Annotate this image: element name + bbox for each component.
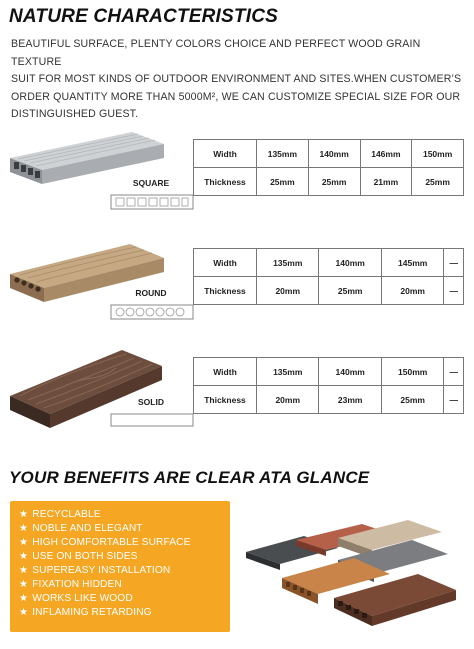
benefit-label: SUPEREASY INSTALLATION bbox=[32, 565, 171, 576]
intro-line: ORDER QUANTITY MORE THAN 5000M², WE CAN CUSTOMIZE SPECIAL SIZE FOR OUR bbox=[11, 90, 461, 103]
intro-line: SUIT FOR MOST KINDS OF OUTDOOR ENVIRONMENT AND SITES.WHEN CUSTOMER’S bbox=[11, 73, 462, 86]
benefit-label: RECYCLABLE bbox=[32, 509, 101, 520]
thickness-label: Thickness bbox=[194, 277, 257, 305]
table-row bbox=[194, 358, 464, 386]
table-cell: — bbox=[444, 386, 464, 414]
table-cell: 150mm bbox=[412, 140, 464, 168]
table-cell: 25mm bbox=[319, 277, 381, 305]
table-cell: 20mm bbox=[257, 277, 319, 305]
star-icon: ★ bbox=[19, 565, 29, 576]
table-cell: 140mm bbox=[319, 358, 381, 386]
width-label: Width bbox=[194, 249, 257, 277]
table-cell: 25mm bbox=[257, 168, 309, 196]
round-profile-icon bbox=[110, 304, 194, 320]
spec-table-round bbox=[193, 248, 464, 305]
benefit-label: WORKS LIKE WOOD bbox=[32, 593, 133, 604]
table-cell: — bbox=[444, 358, 464, 386]
solid-profile-icon bbox=[110, 413, 194, 427]
star-icon: ★ bbox=[19, 537, 29, 548]
table-row bbox=[194, 386, 464, 414]
product-name-square: SQUARE bbox=[132, 178, 170, 188]
benefit-label: USE ON BOTH SIDES bbox=[32, 551, 138, 562]
benefit-label: NOBLE AND ELEGANT bbox=[32, 523, 143, 534]
table-cell: 20mm bbox=[257, 386, 319, 414]
table-cell: 146mm bbox=[360, 140, 412, 168]
benefit-item bbox=[19, 551, 138, 562]
benefit-item bbox=[19, 537, 190, 548]
benefit-item bbox=[19, 565, 170, 576]
benefit-item bbox=[19, 579, 122, 590]
table-cell: 25mm bbox=[381, 386, 443, 414]
benefit-label: FIXATION HIDDEN bbox=[32, 579, 122, 590]
intro-line: DISTINGUISHED GUEST. bbox=[11, 108, 139, 121]
table-row bbox=[194, 249, 464, 277]
benefit-item bbox=[19, 593, 133, 604]
spec-table-square bbox=[193, 139, 464, 196]
table-row bbox=[194, 168, 464, 196]
width-label: Width bbox=[194, 140, 257, 168]
table-cell: 145mm bbox=[381, 249, 443, 277]
table-cell: 23mm bbox=[319, 386, 381, 414]
page-title: NATURE CHARACTERISTICS bbox=[9, 6, 278, 27]
star-icon: ★ bbox=[19, 551, 29, 562]
star-icon: ★ bbox=[19, 523, 29, 534]
benefit-label: HIGH COMFORTABLE SURFACE bbox=[32, 537, 191, 548]
table-cell: 140mm bbox=[319, 249, 381, 277]
square-profile-icon bbox=[110, 194, 194, 210]
benefit-item bbox=[19, 509, 101, 520]
intro-line: BEAUTIFUL SURFACE, PLENTY COLORS CHOICE AND PERFECT WOOD GRAIN TEXTURE bbox=[11, 38, 421, 68]
star-icon: ★ bbox=[19, 509, 29, 520]
table-cell: 21mm bbox=[360, 168, 412, 196]
table-row bbox=[194, 140, 464, 168]
spec-table-solid bbox=[193, 357, 464, 414]
table-cell: 20mm bbox=[381, 277, 443, 305]
benefit-item bbox=[19, 607, 152, 618]
product-name-solid: SOLID bbox=[138, 397, 164, 407]
benefits-box bbox=[10, 501, 230, 632]
table-cell: 150mm bbox=[381, 358, 443, 386]
table-cell: 135mm bbox=[257, 358, 319, 386]
table-cell: 140mm bbox=[308, 140, 360, 168]
table-cell: — bbox=[444, 249, 464, 277]
intro-paragraph bbox=[11, 36, 463, 124]
table-row bbox=[194, 277, 464, 305]
thickness-label: Thickness bbox=[194, 386, 257, 414]
table-cell: 25mm bbox=[308, 168, 360, 196]
table-cell: 135mm bbox=[257, 249, 319, 277]
table-cell: 25mm bbox=[412, 168, 464, 196]
width-label: Width bbox=[194, 358, 257, 386]
benefit-label: INFLAMING RETARDING bbox=[32, 607, 152, 618]
table-cell: — bbox=[444, 277, 464, 305]
stacked-boards-image bbox=[242, 512, 468, 636]
table-cell: 135mm bbox=[257, 140, 309, 168]
star-icon: ★ bbox=[19, 579, 29, 590]
benefit-item bbox=[19, 523, 143, 534]
star-icon: ★ bbox=[19, 607, 29, 618]
benefits-title: YOUR BENEFITS ARE CLEAR ATA GLANCE bbox=[9, 468, 370, 487]
star-icon: ★ bbox=[19, 593, 29, 604]
thickness-label: Thickness bbox=[194, 168, 257, 196]
product-name-round: ROUND bbox=[135, 288, 167, 298]
